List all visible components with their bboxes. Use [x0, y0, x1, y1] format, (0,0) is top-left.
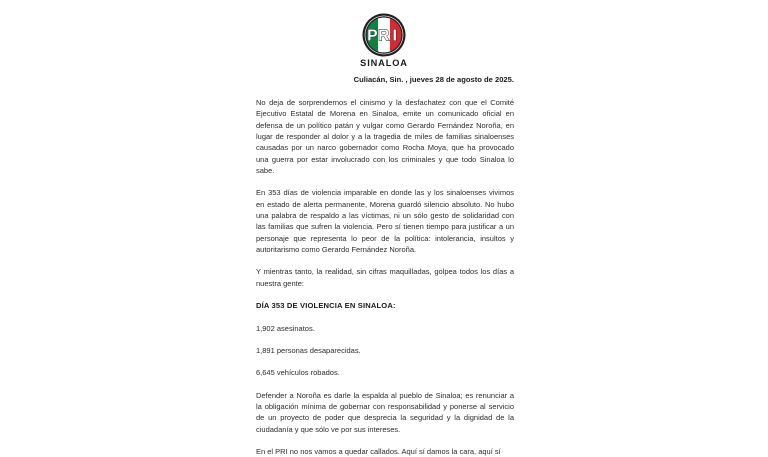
statistics-list: [256, 323, 514, 379]
organization-name: SINALOA: [360, 58, 408, 68]
dateline: Culiacán, Sin. , jueves 28 de agosto de 2025.: [353, 75, 514, 84]
svg-text:I: I: [392, 27, 397, 45]
closing-paragraph-1: Defender a Noroña es darle la espalda al pueblo de Sinaloa; es renunciar a la obligación mínima de gobernar con responsabilidad y ponerse al servicio de un proyecto de poder que desprecia la seguridad y la dignidad de la ciudadanía y que sólo ve por sus intereses.: [256, 390, 514, 434]
list-item: 1,902 asesinatos.: [256, 323, 315, 333]
letterhead: [0, 0, 768, 69]
svg-text:P: P: [367, 27, 378, 45]
list-item: 6,645 vehículos robados.: [256, 368, 340, 378]
pri-party-logo-icon: [362, 13, 406, 57]
document-body: [256, 74, 514, 457]
svg-text:R: R: [378, 27, 390, 45]
section-heading: DÍA 353 DE VIOLENCIA EN SINALOA:: [256, 301, 396, 311]
paragraph-3: Y mientras tanto, la realidad, sin cifras maquilladas, golpea todos los días a nuestra gente:: [256, 267, 514, 288]
list-item: 1,891 personas desaparecidas.: [256, 345, 361, 355]
paragraph-2: En 353 días de violencia imparable en donde las y los sinaloenses vivimos en estado de alerta permanente, Morena guardó silencio absoluto. No hubo una palabra de respaldo a las víctimas, ni un sólo gesto de solidaridad con las familias que sufren la violencia. Pero sí tienen tiempo para justificar a un personaje que representa lo peor de la política: intolerancia, insultos y autoritarismo como Gerardo Fernández Noroña.: [256, 188, 514, 255]
paragraph-1: No deja de sorprendernos el cinismo y la desfachatez con que el Comité Ejecutivo Estatal de Morena en Sinaloa, emite un comunicado oficial en defensa de un político patán y vulgar como Gerardo Fernández Noroña, en lugar de responder al dolor y a la tragedia de miles de familias sinaloenses causadas por un narco gobernador como Rocha Moya, que ha provocado una guerra por estar involucrado con los criminales y que todo Sinaloa lo sabe.: [256, 98, 514, 176]
closing-paragraph-2: En el PRI no nos vamos a quedar callados. Aquí sí damos la cara, aquí sí: [256, 446, 501, 456]
